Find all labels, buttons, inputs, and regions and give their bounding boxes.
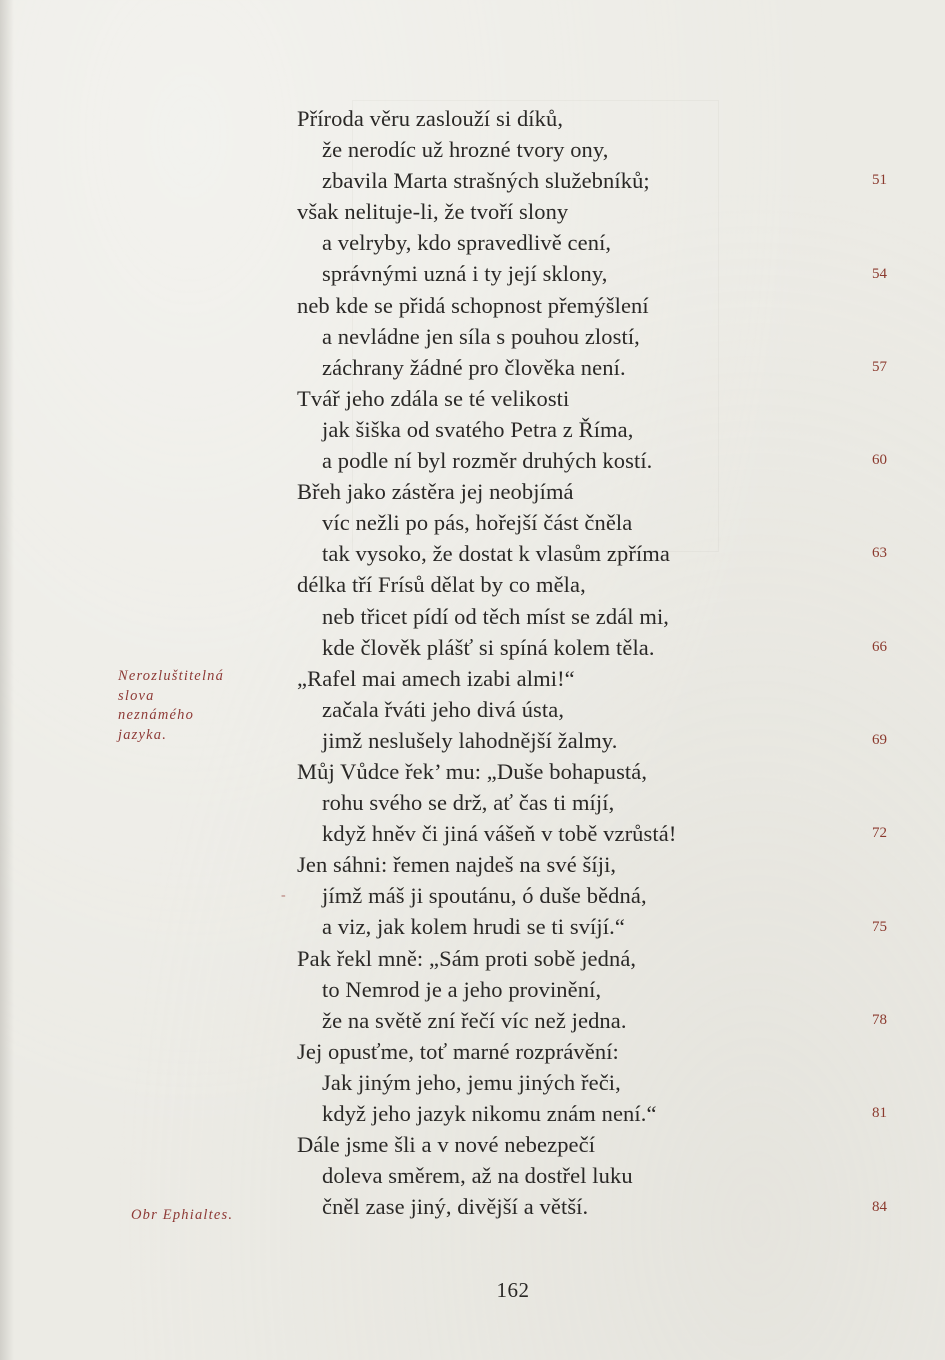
- verse-line: neb kde se přidá schopnost přemýšlení: [297, 292, 649, 318]
- verse-line: Jej opusťme, toť marné rozprávění:: [297, 1038, 619, 1064]
- verse-line: neb třicet pídí od těch míst se zdál mi,: [322, 603, 670, 629]
- verse-line: že nerodíc už hrozné tvory ony,: [322, 137, 609, 163]
- verse-line: zbavila Marta strašných služebníků;: [322, 168, 650, 194]
- line-number: 72: [872, 825, 887, 842]
- verse-line: Můj Vůdce řek’ mu: „Duše bohapustá,: [297, 758, 648, 784]
- verse-line: jak šiška od svatého Petra z Říma,: [322, 416, 634, 442]
- line-number: 69: [872, 732, 887, 748]
- margin-note-line: jazyka.: [118, 726, 168, 743]
- line-number: 66: [872, 638, 887, 655]
- margin-note-untranslatable-words: [118, 667, 224, 745]
- verse-line: délka tří Frísů dělat by co měla,: [297, 572, 586, 598]
- verse-line: a velryby, kdo spravedlivě cení,: [322, 230, 612, 256]
- verse-line: to Nemrod je a jeho provinění,: [322, 976, 602, 1002]
- verse-line: Tvář jeho zdála se té velikosti: [297, 385, 570, 411]
- verse-line: začala řváti jeho divá ústa,: [322, 696, 565, 722]
- verse-line: kde člověk plášť si spíná kolem těla.: [322, 634, 655, 660]
- margin-note-ephialtes: [131, 1206, 233, 1226]
- verse-line: čněl zase jiný, divější a větší.: [322, 1194, 589, 1220]
- verse-line: „Rafel mai amech izabi almi!“: [297, 665, 575, 691]
- margin-note-line: slova: [118, 687, 155, 704]
- poem-verse-block: [281, 103, 677, 1222]
- line-number: 51: [872, 172, 887, 189]
- line-number: 75: [872, 918, 887, 935]
- verse-line: víc nežli po pás, hořejší část čněla: [322, 510, 633, 536]
- line-number: 54: [872, 265, 887, 282]
- verse-line: Břeh jako zástěra jej neobjímá: [297, 479, 574, 505]
- line-number: 63: [872, 545, 887, 562]
- verse-line: doleva směrem, až na dostřel luku: [322, 1163, 633, 1189]
- line-number: 60: [872, 452, 887, 469]
- verse-line: rohu svého se drž, ať čas ti míjí,: [322, 790, 615, 816]
- verse-line: [281, 880, 676, 911]
- line-number: 84: [872, 1198, 887, 1215]
- margin-note-line: Obr Ephialtes.: [131, 1207, 234, 1223]
- page-number: 162: [496, 1278, 530, 1302]
- line-number: 81: [872, 1105, 887, 1122]
- margin-note-line: Nerozluštitelná: [118, 668, 225, 684]
- verse-line-text: jímž máš ji spoutánu, ó duše bědná,: [322, 883, 647, 909]
- verse-line: a viz, jak kolem hrudi se ti svíjí.“: [322, 914, 625, 940]
- verse-line: však nelituje-li, že tvoří slony: [297, 199, 569, 225]
- verse-line: správnými uzná i ty její sklony,: [322, 261, 608, 287]
- verse-line: a nevládne jen síla s pouhou zlostí,: [322, 323, 640, 349]
- verse-line: Příroda věru zaslouží si díků,: [297, 106, 564, 131]
- page-gutter-shadow: [0, 0, 14, 1360]
- verse-line: Jen sáhni: řemen najdeš na své šíji,: [297, 852, 617, 878]
- verse-line: Pak řekl mně: „Sám proti sobě jedná,: [297, 945, 637, 971]
- verse-line: Jak jiným jeho, jemu jiných řeči,: [322, 1069, 621, 1095]
- verse-line: že na světě zní řečí víc než jedna.: [322, 1007, 627, 1033]
- verse-line: když jeho jazyk nikomu znám není.“: [322, 1101, 657, 1126]
- verse-line: záchrany žádné pro člověka není.: [322, 354, 626, 380]
- line-number: 57: [872, 358, 887, 375]
- verse-line: Dále jsme šli a v nové nebezpečí: [297, 1132, 596, 1158]
- line-number: 78: [872, 1011, 887, 1028]
- verse-line: tak vysoko, že dostat k vlasům zpříma: [322, 541, 671, 567]
- margin-note-line: neznámého: [118, 707, 195, 723]
- verse-line: jimž neslušely lahodnější žalmy.: [322, 727, 618, 753]
- verse-line: a podle ní byl rozměr druhých kostí.: [322, 448, 653, 474]
- verse-line: když hněv či jiná vášeň v tobě vzrůstá!: [322, 821, 677, 847]
- stray-ink-mark: -: [281, 888, 286, 904]
